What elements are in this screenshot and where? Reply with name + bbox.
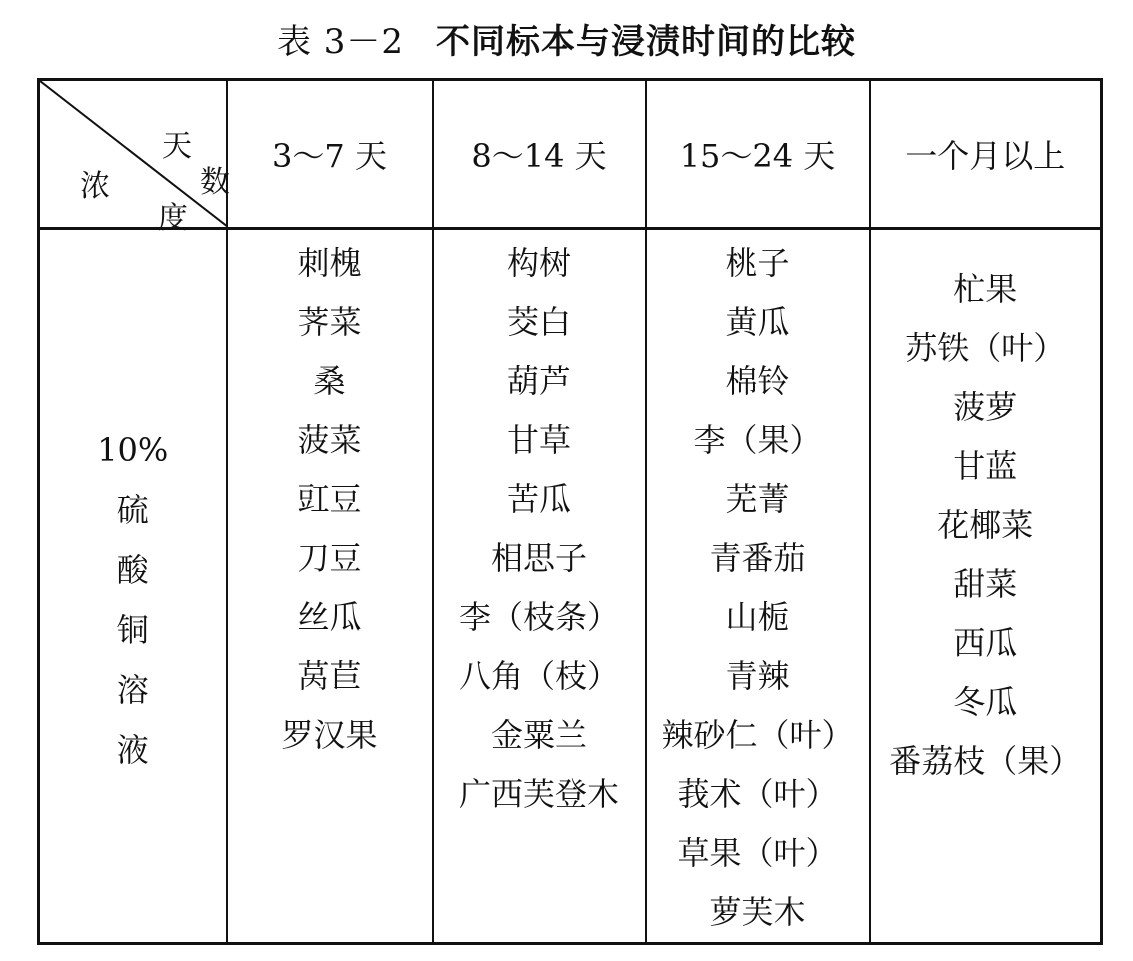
diagonal-line: [40, 81, 228, 227]
corner-cell: [39, 80, 230, 236]
concentration-label-char: 溶: [116, 671, 149, 709]
plant-item: 甘蓝: [953, 447, 1018, 485]
plant-list: [647, 230, 869, 942]
plant-item: 苦瓜: [506, 480, 571, 518]
column-cell: [227, 229, 433, 944]
plant-item: 桃子: [725, 244, 790, 282]
plant-item: 李（枝条）: [458, 598, 619, 636]
plant-item: 棉铃: [725, 362, 790, 400]
corner-label-concentration-1: 浓: [80, 169, 110, 204]
plant-item: 荠菜: [297, 303, 362, 341]
plant-item: 黄瓜: [725, 303, 790, 341]
concentration-label-char: 硫: [116, 491, 149, 529]
plant-item: 青番茄: [709, 539, 806, 577]
concentration-label-char: 10%: [97, 431, 169, 469]
plant-item: 丝瓜: [297, 598, 362, 636]
plant-item: 茭白: [506, 303, 571, 341]
plant-item: 番荔枝（果）: [889, 742, 1082, 780]
plant-item: 山栀: [725, 598, 790, 636]
plant-item: 金粟兰: [490, 716, 587, 754]
header-cell: 一个月以上: [870, 80, 1102, 229]
table-number: 表 3－2: [276, 22, 405, 62]
plant-item: 甘草: [506, 421, 571, 459]
header-row: [39, 80, 1102, 229]
corner-label-concentration-2: 度: [158, 201, 188, 236]
plant-item: 刀豆: [297, 539, 362, 577]
column-cell: [433, 229, 646, 944]
plant-item: 菠菜: [297, 421, 362, 459]
header-cell: 8～14 天: [433, 80, 646, 229]
plant-item: 豇豆: [297, 480, 362, 518]
plant-item: 芜菁: [725, 480, 790, 518]
plant-item: 花椰菜: [937, 506, 1034, 544]
column-cell: [870, 229, 1102, 944]
plant-item: 辣砂仁（叶）: [661, 716, 854, 754]
corner-label-days-1: 天: [162, 129, 192, 164]
table-title: [0, 14, 1133, 63]
plant-item: 莪术（叶）: [677, 775, 838, 813]
header-cell: 3～7 天: [227, 80, 433, 229]
plant-item: 八角（枝）: [458, 657, 619, 695]
plant-item: 萝芙木: [709, 893, 806, 931]
concentration-cell: [39, 229, 227, 944]
concentration-label-char: 铜: [116, 611, 149, 649]
plant-item: 葫芦: [506, 362, 571, 400]
comparison-table: [37, 78, 1103, 945]
plant-item: 莴苣: [297, 657, 362, 695]
plant-item: 李（果）: [693, 421, 822, 459]
plant-item: 构树: [506, 244, 571, 282]
plant-item: 草果（叶）: [677, 834, 838, 872]
header-cell: 15～24 天: [646, 80, 870, 229]
corner-label-days-2: 数: [200, 165, 230, 200]
table-caption: 不同标本与浸渍时间的比较: [436, 22, 857, 62]
plant-item: 冬瓜: [953, 683, 1018, 721]
plant-item: 桑: [313, 362, 346, 400]
concentration-label-char: 酸: [116, 551, 149, 589]
plant-item: 广西芙登木: [458, 775, 619, 813]
plant-item: 苏铁（叶）: [905, 329, 1066, 367]
plant-list: [871, 230, 1101, 791]
plant-item: 罗汉果: [281, 716, 378, 754]
concentration-label-char: 液: [116, 731, 149, 769]
plant-item: 甜菜: [953, 565, 1018, 603]
plant-item: 西瓜: [953, 624, 1018, 662]
plant-list: [228, 230, 432, 765]
column-cell: [646, 229, 870, 944]
plant-item: 相思子: [490, 539, 587, 577]
plant-item: 青辣: [725, 657, 790, 695]
plant-list: [434, 230, 645, 824]
plant-item: 菠萝: [953, 388, 1018, 426]
body-row: [39, 229, 1102, 944]
plant-item: 杧果: [953, 270, 1018, 308]
plant-item: 刺槐: [297, 244, 362, 282]
